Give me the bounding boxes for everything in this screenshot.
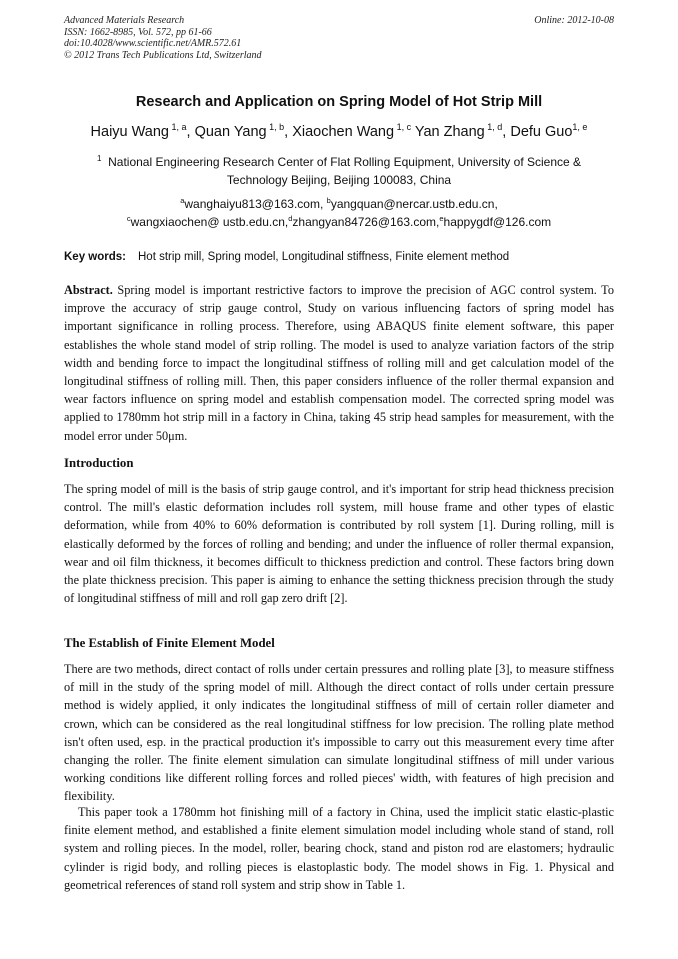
- fem-paragraph-2: This paper took a 1780mm hot finishing mill of a factory in China, used the implicit static elastic-plastic finite element method, and established a finite element simulation model including whole stand of stand, roll system and rolling pieces. In the model, roller, bearing chock, stand and piston rod are elastomers; hydraulic cylinder is rigid body, and rolling pieces is elastoplastic body. The model shows in Fig. 1. Physical and geometrical references of stand roll system and strip show in Table 1.: [64, 805, 614, 892]
- email-link[interactable]: zhangyan84726@163.com,: [292, 215, 440, 229]
- author-sup: 1, e: [572, 122, 588, 132]
- email-marker: b: [326, 196, 331, 205]
- author-name: Quan Yang: [194, 124, 267, 140]
- keywords-label: Key words:: [64, 251, 126, 263]
- section-heading-introduction: Introduction: [64, 456, 134, 470]
- email-link[interactable]: yangquan@nercar.ustb.edu.cn,: [330, 197, 498, 211]
- affiliation: [70, 153, 608, 189]
- email-link[interactable]: wangxiaochen@ ustb.edu.cn,: [130, 215, 289, 229]
- copyright-line: © 2012 Trans Tech Publications Ltd, Switzerland: [64, 49, 262, 61]
- abstract-label: Abstract.: [64, 283, 113, 297]
- author-name: Yan Zhang: [414, 124, 485, 140]
- email-link[interactable]: wanghaiyu813@163.com,: [184, 197, 324, 211]
- author-name: Haiyu Wang: [90, 124, 169, 140]
- author-name: Defu Guo: [510, 124, 573, 140]
- abstract: [64, 281, 614, 445]
- author-sup: 1, b: [269, 122, 285, 132]
- affiliation-marker: 1: [96, 154, 102, 163]
- introduction-paragraph: The spring model of mill is the basis of strip gauge control, and it's important for strip head thickness precision control. The mill's elastic deformation includes roll system, mill house frame and other types of elastic deformation, while from 40% to 60% deformation is contributed by roll system [1]. During rolling, mill is elastically deformed by the forces of rolling and bending; and under the influence of roller thermal expansion, wear and oil film thickness, it becomes difficult to thickness prediction and control. These factors bring down the plate thickness precision. This paper is aiming to enhance the setting thickness precision through the study of longitudinal stiffness of mill and roll gap zero drift [2].: [64, 482, 614, 606]
- abstract-text: Spring model is important restrictive factors to improve the precision of AGC control system. To improve the accuracy of strip gauge control, Study on various influencing factors of spring model has important significance in rolling process. Therefore, using ABAQUS finite element software, this paper establishes the whole stand model of strip rolling. The model is used to analyze variation factors of the strip width and bending force to impact the longitudinal stiffness of rolling mill and get calculation model of the longitudinal stiffness of rolling mill. Then, this paper considers influence of the roller thermal expansion and wear factors influence on spring model and establish compensation model. The corrected spring model was applied to 1780mm hot strip mill in a factory in China, taking 45 strip head samples for measurement, with the model error under 50μm.: [64, 283, 614, 443]
- email-marker: a: [180, 196, 185, 205]
- email-link[interactable]: happygdf@126.com: [443, 215, 552, 229]
- author-name: Xiaochen Wang: [292, 124, 395, 140]
- affiliation-line1: National Engineering Research Center of Flat Rolling Equipment, University of Science &: [108, 155, 582, 169]
- keywords: [64, 251, 614, 263]
- email-list: [0, 195, 678, 231]
- email-marker: c: [126, 214, 131, 223]
- fem-paragraph-1: There are two methods, direct contact of rolls under certain pressures and rolling plate [3], to measure stiffness of mill in the study of the spring model of mill. Although the direct contact of rolls under certain pressure method is widely applied, it only indicates the longitudinal stiffness of mill of certain roller diameter and crown, which can be considered as the real longitudinal stiffness for low precision. The rolling plate method isn't often used, esp. in the practical production it's impossible to carry out this measurement every time after changing the roller. The finite element simulation can simulate longitudinal stiffness of mill under various working conditions like different rolling forces and rolled pieces' width, with features of high precision and flexibility.: [64, 662, 614, 804]
- affiliation-line2: Technology Beijing, Beijing 100083, China: [226, 173, 452, 187]
- online-date: Online: 2012-10-08: [534, 15, 614, 26]
- author-sup: 1, a: [171, 122, 187, 132]
- section-heading-fem: The Establish of Finite Element Model: [64, 636, 275, 650]
- doi-line: doi:10.4028/www.scientific.net/AMR.572.61: [64, 38, 242, 49]
- author-list: Haiyu Wang $^{1, a}$, Quan Yang $^{1, b}$, Xiaochen Wang $^{1, c}$ Yan Zhang $^{1, d}$, Defu Guo$^{1, e}$: [90, 122, 588, 140]
- author-sup: 1, c: [396, 122, 412, 132]
- journal-name: Advanced Materials Research: [64, 15, 185, 26]
- keywords-text: Hot strip mill, Spring model, Longitudinal stiffness, Finite element method: [138, 251, 510, 263]
- author-sup: 1, d: [487, 122, 503, 132]
- email-marker: d: [288, 214, 293, 223]
- email-marker: e: [439, 214, 444, 223]
- issn-line: ISSN: 1662-8985, Vol. 572, pp 61-66: [64, 26, 212, 38]
- journal-header: [64, 15, 262, 61]
- paper-title: Research and Application on Spring Model of Hot Strip Mill: [135, 94, 543, 110]
